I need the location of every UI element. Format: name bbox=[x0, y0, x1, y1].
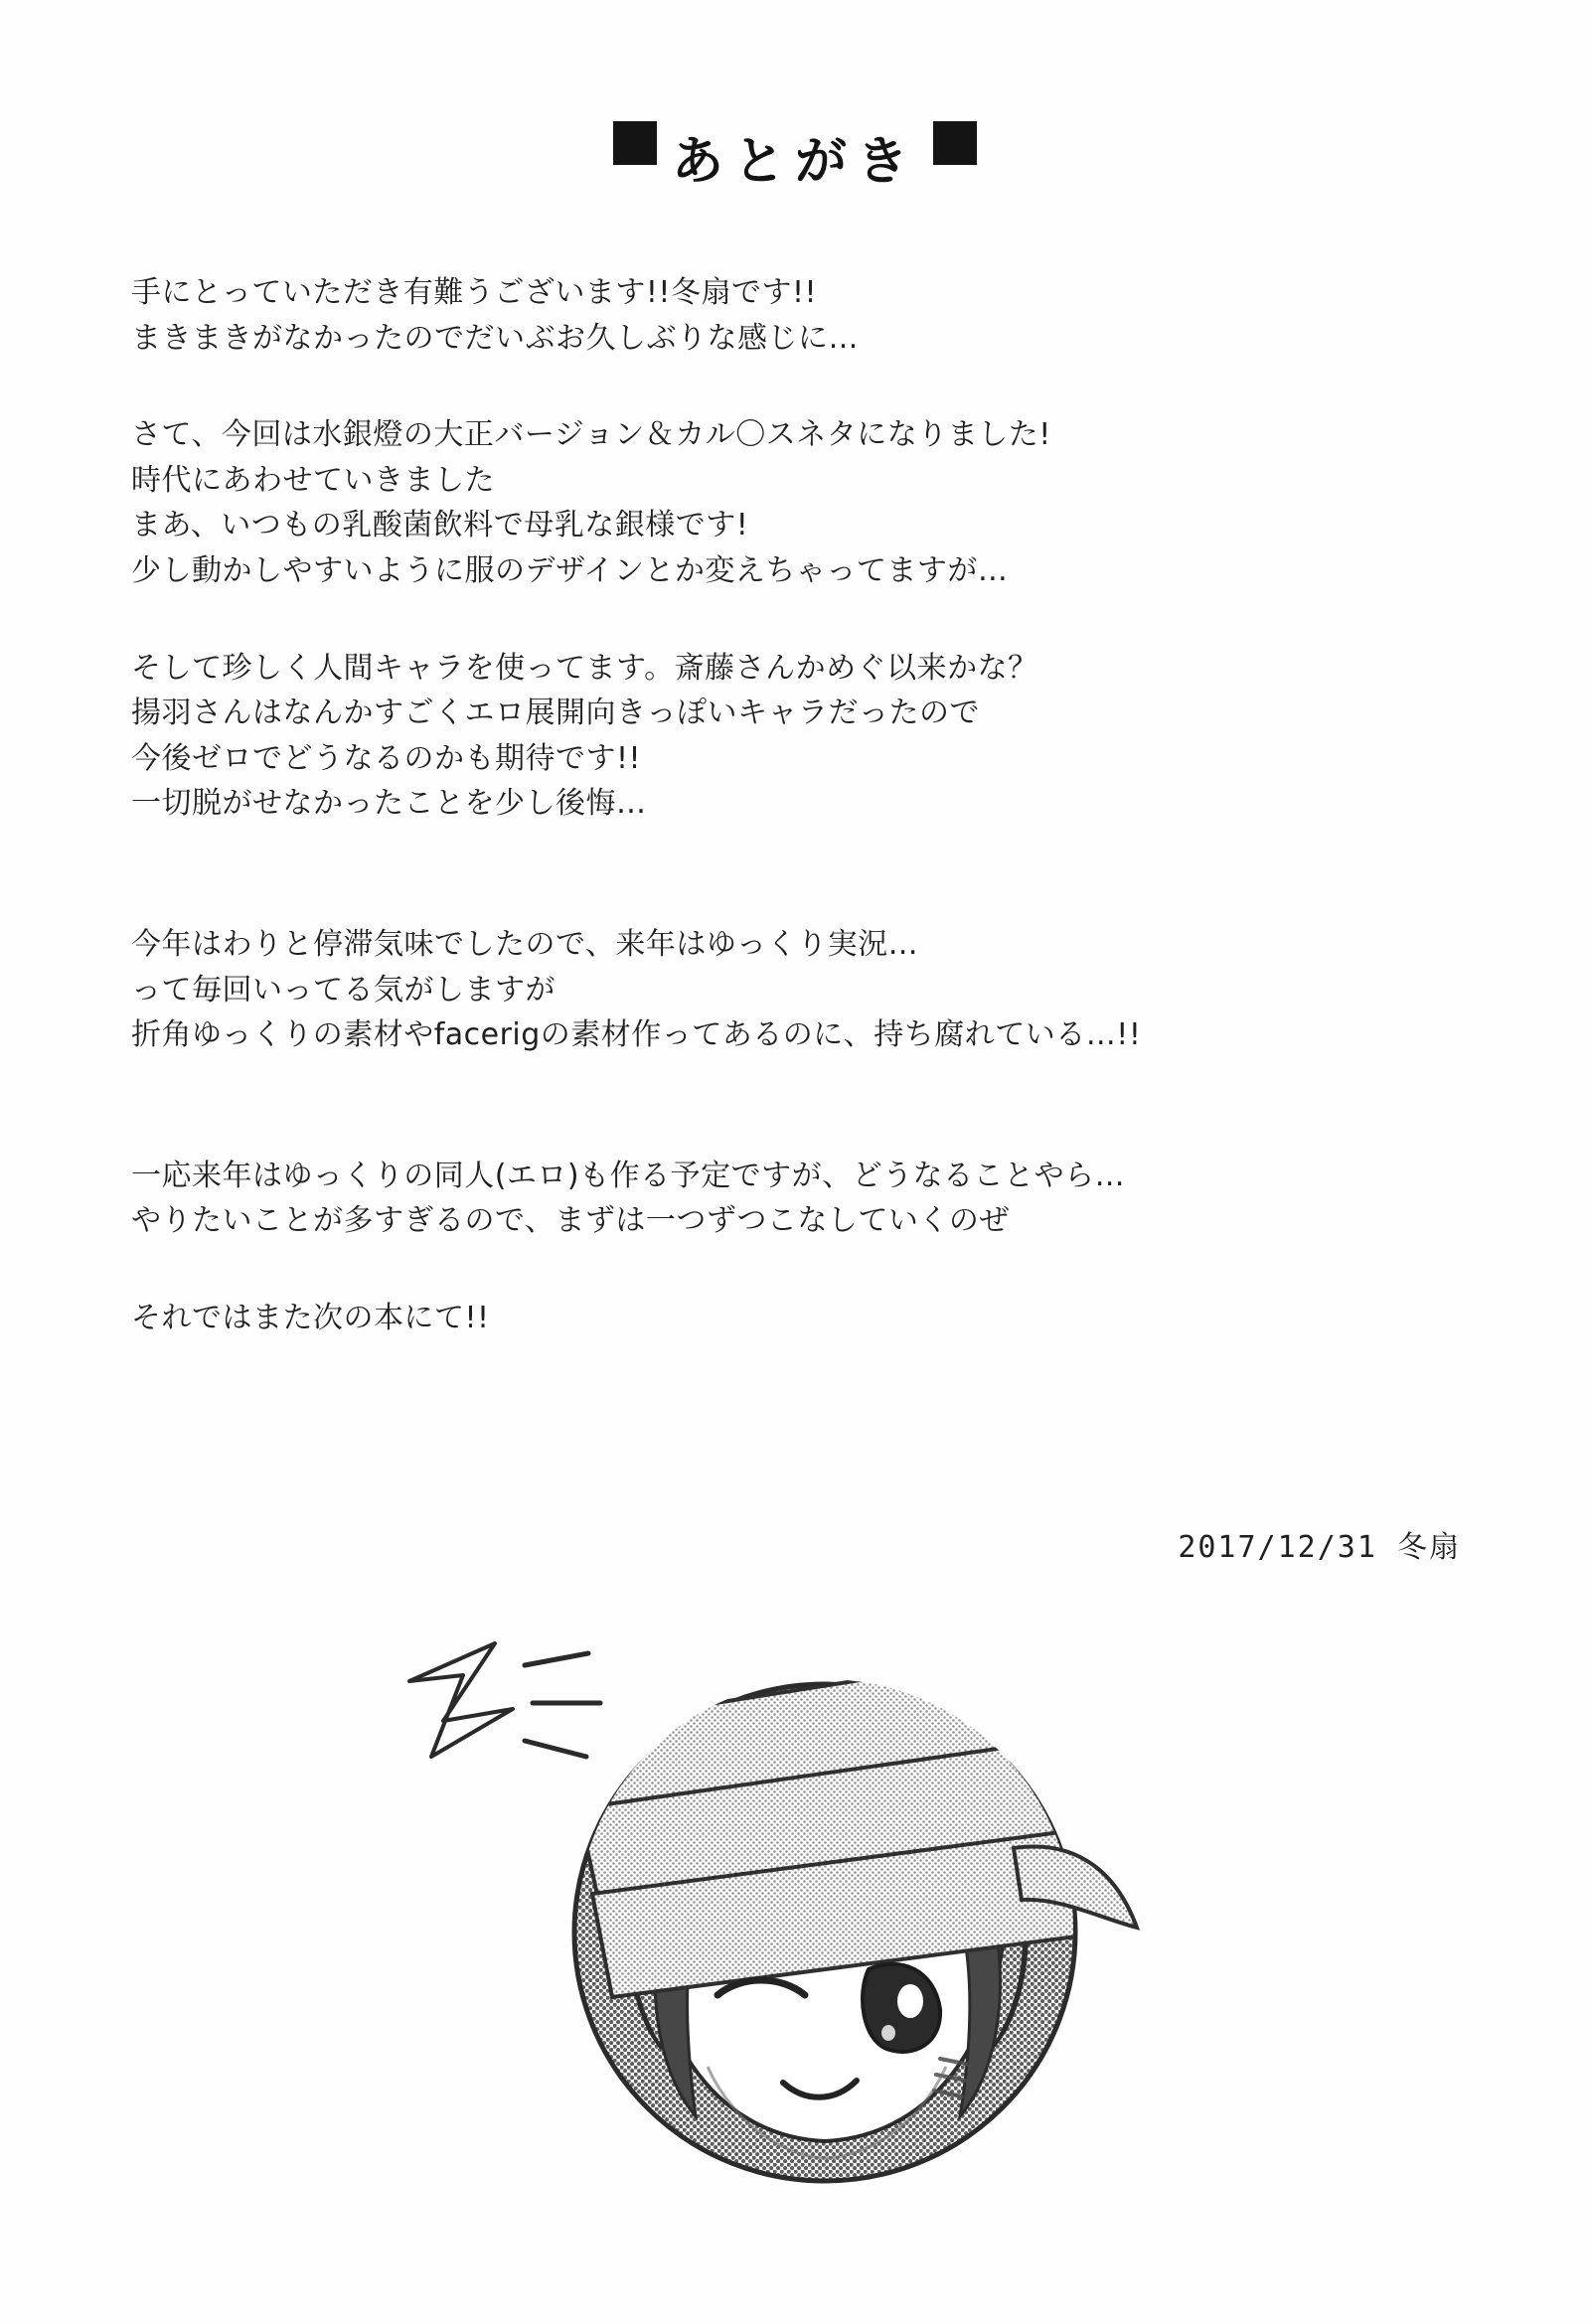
chibi-girl-with-bandaged-head-illustration bbox=[398, 1600, 1232, 2255]
text-line: って毎回いってる気がしますが bbox=[131, 972, 556, 1007]
black-square-icon-right bbox=[933, 121, 977, 165]
paragraph-greeting bbox=[131, 270, 1463, 361]
text-line: まあ、いつもの乳酸菌飲料で母乳な銀様です! bbox=[131, 508, 749, 543]
text-line: やりたいことが多すぎるので、まずは一つずつこなしていくのぜ bbox=[131, 1203, 1010, 1239]
text-line: まきまきがなかったのでだいぶお久しぶりな感じに… bbox=[131, 320, 859, 356]
afterword-body bbox=[131, 270, 1463, 1393]
speed-lines-icon bbox=[525, 1653, 600, 1757]
paragraph-about-this-work bbox=[131, 412, 1463, 593]
sparkle-star-icon bbox=[409, 1643, 513, 1757]
black-square-icon-left bbox=[613, 121, 657, 165]
paragraph-next-year-plans bbox=[131, 1154, 1463, 1244]
text-line: 一応来年はゆっくりの同人(エロ)も作る予定ですが、どうなることやら… bbox=[131, 1158, 1126, 1193]
text-line: そして珍しく人間キャラを使ってます。斎藤さんかめぐ以来かな？ bbox=[131, 650, 1038, 686]
page-title bbox=[0, 119, 1590, 194]
page-title-text: あとがき bbox=[671, 132, 918, 192]
signature-date-author: 2017/12/31 冬扇 bbox=[1178, 1530, 1461, 1565]
text-line: それではまた次の本にて!! bbox=[131, 1300, 490, 1335]
text-line: 一切脱がせなかったことを少し後悔… bbox=[131, 786, 647, 822]
text-line: 手にとっていただき有難うございます!!冬扇です!! bbox=[131, 275, 818, 310]
paragraph-this-year bbox=[131, 922, 1463, 1058]
paragraph-closing bbox=[131, 1296, 1463, 1341]
text-line: さて、今回は水銀燈の大正バージョン＆カル〇スネタになりました! bbox=[131, 417, 1051, 453]
text-line: 今後ゼロでどうなるのかも期待です!! bbox=[131, 740, 642, 776]
paragraph-about-characters bbox=[131, 646, 1463, 827]
text-line: 折角ゆっくりの素材やfacerigの素材作ってあるのに、持ち腐れている…!! bbox=[131, 1017, 1142, 1053]
text-line: 揚羽さんはなんかすごくエロ展開向きっぽいキャラだったので bbox=[131, 696, 980, 731]
text-line: 少し動かしやすいように服のデザインとか変えちゃってますが… bbox=[131, 552, 1009, 588]
text-line: 今年はわりと停滞気味でしたので、来年はゆっくり実況… bbox=[131, 926, 919, 962]
text-line: 時代にあわせていきました bbox=[131, 462, 495, 498]
